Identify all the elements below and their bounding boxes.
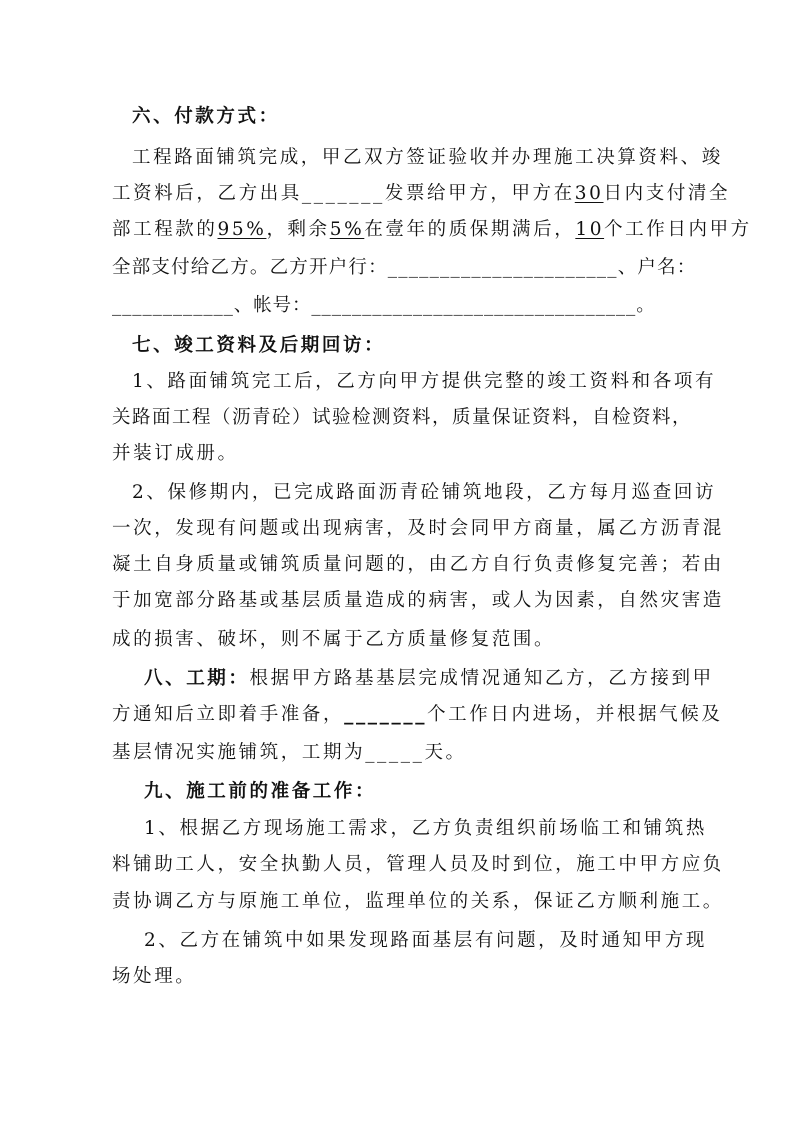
paragraph-line: 全部支付给乙方。乙方开户行：______________________、户名： [112, 257, 697, 278]
paragraph-line: 2、乙方在铺筑中如果发现路面基层有问题，及时通知甲方现 [144, 930, 707, 951]
entry-days-blank: _______ [344, 704, 428, 725]
section-heading-payment: 六、付款方式： [132, 106, 280, 127]
text-span: 根据甲方路基基层完成情况通知乙方，乙方接到甲 [249, 668, 714, 689]
paragraph-line: 基层情况实施铺筑，工期为_____天。 [112, 742, 467, 763]
paragraph-line: 责协调乙方与原施工单位，监理单位的关系，保证乙方顺利施工。 [112, 891, 724, 912]
paragraph-line: 于加宽部分路基或基层质量造成的病害，或人为因素，自然灾害造 [112, 590, 724, 611]
text-span: 方通知后立即着手准备， [112, 704, 345, 725]
section-heading-schedule: 八、工期： [144, 668, 250, 689]
text-span: 部工程款的 [112, 219, 218, 240]
days-value: 30 [574, 183, 604, 204]
paragraph-line: 1、根据乙方现场施工需求，乙方负责组织前场临工和铺筑热 [144, 818, 707, 839]
section-heading-completion-docs: 七、竣工资料及后期回访： [132, 335, 386, 356]
paragraph-line [144, 666, 764, 692]
paragraph-line: ____________、帐号：________________________________。 [112, 295, 656, 316]
workdays-value: 10 [575, 219, 605, 240]
paragraph-line [112, 217, 752, 243]
retention-percent: 5% [329, 219, 365, 240]
paragraph-line: 成的损害、破坏，则不属于乙方质量修复范围。 [112, 629, 556, 650]
text-span: 个工作日内进场，并根据气候及 [427, 704, 723, 725]
paragraph-line: 并装订成册。 [112, 443, 239, 464]
paragraph-line: 工程路面铺筑完成，甲乙双方签证验收并办理施工决算资料、竣 [132, 147, 723, 168]
paragraph-line: 2、保修期内，已完成路面沥青砼铺筑地段，乙方每月巡查回访 [132, 482, 717, 503]
text-span: 日内支付清全 [603, 183, 731, 204]
text-span: 工资料后，乙方出具_______发票给甲方，甲方在 [112, 183, 575, 204]
paragraph-line: 场处理。 [112, 966, 197, 987]
section-heading-preparation: 九、施工前的准备工作： [144, 781, 377, 802]
paragraph-line: 一次，发现有问题或出现病害，及时会同甲方商量，属乙方沥青混 [112, 518, 724, 539]
paragraph-line [112, 181, 732, 207]
paragraph-line: 关路面工程（沥青砼）试验检测资料，质量保证资料，自检资料， [112, 407, 693, 428]
text-span: 在壹年的质保期满后， [364, 219, 576, 240]
text-span: ，剩余 [266, 219, 330, 240]
paragraph-line: 1、路面铺筑完工后，乙方向甲方提供完整的竣工资料和各项有 [132, 371, 717, 392]
text-span: 个工作日内甲方 [604, 219, 752, 240]
paragraph-line: 凝土自身质量或铺筑质量问题的，由乙方自行负责修复完善；若由 [112, 554, 724, 575]
paragraph-line: 料铺助工人，安全执勤人员，管理人员及时到位，施工中甲方应负 [112, 854, 724, 875]
paragraph-line [112, 702, 732, 728]
payment-percent: 95% [217, 219, 267, 240]
